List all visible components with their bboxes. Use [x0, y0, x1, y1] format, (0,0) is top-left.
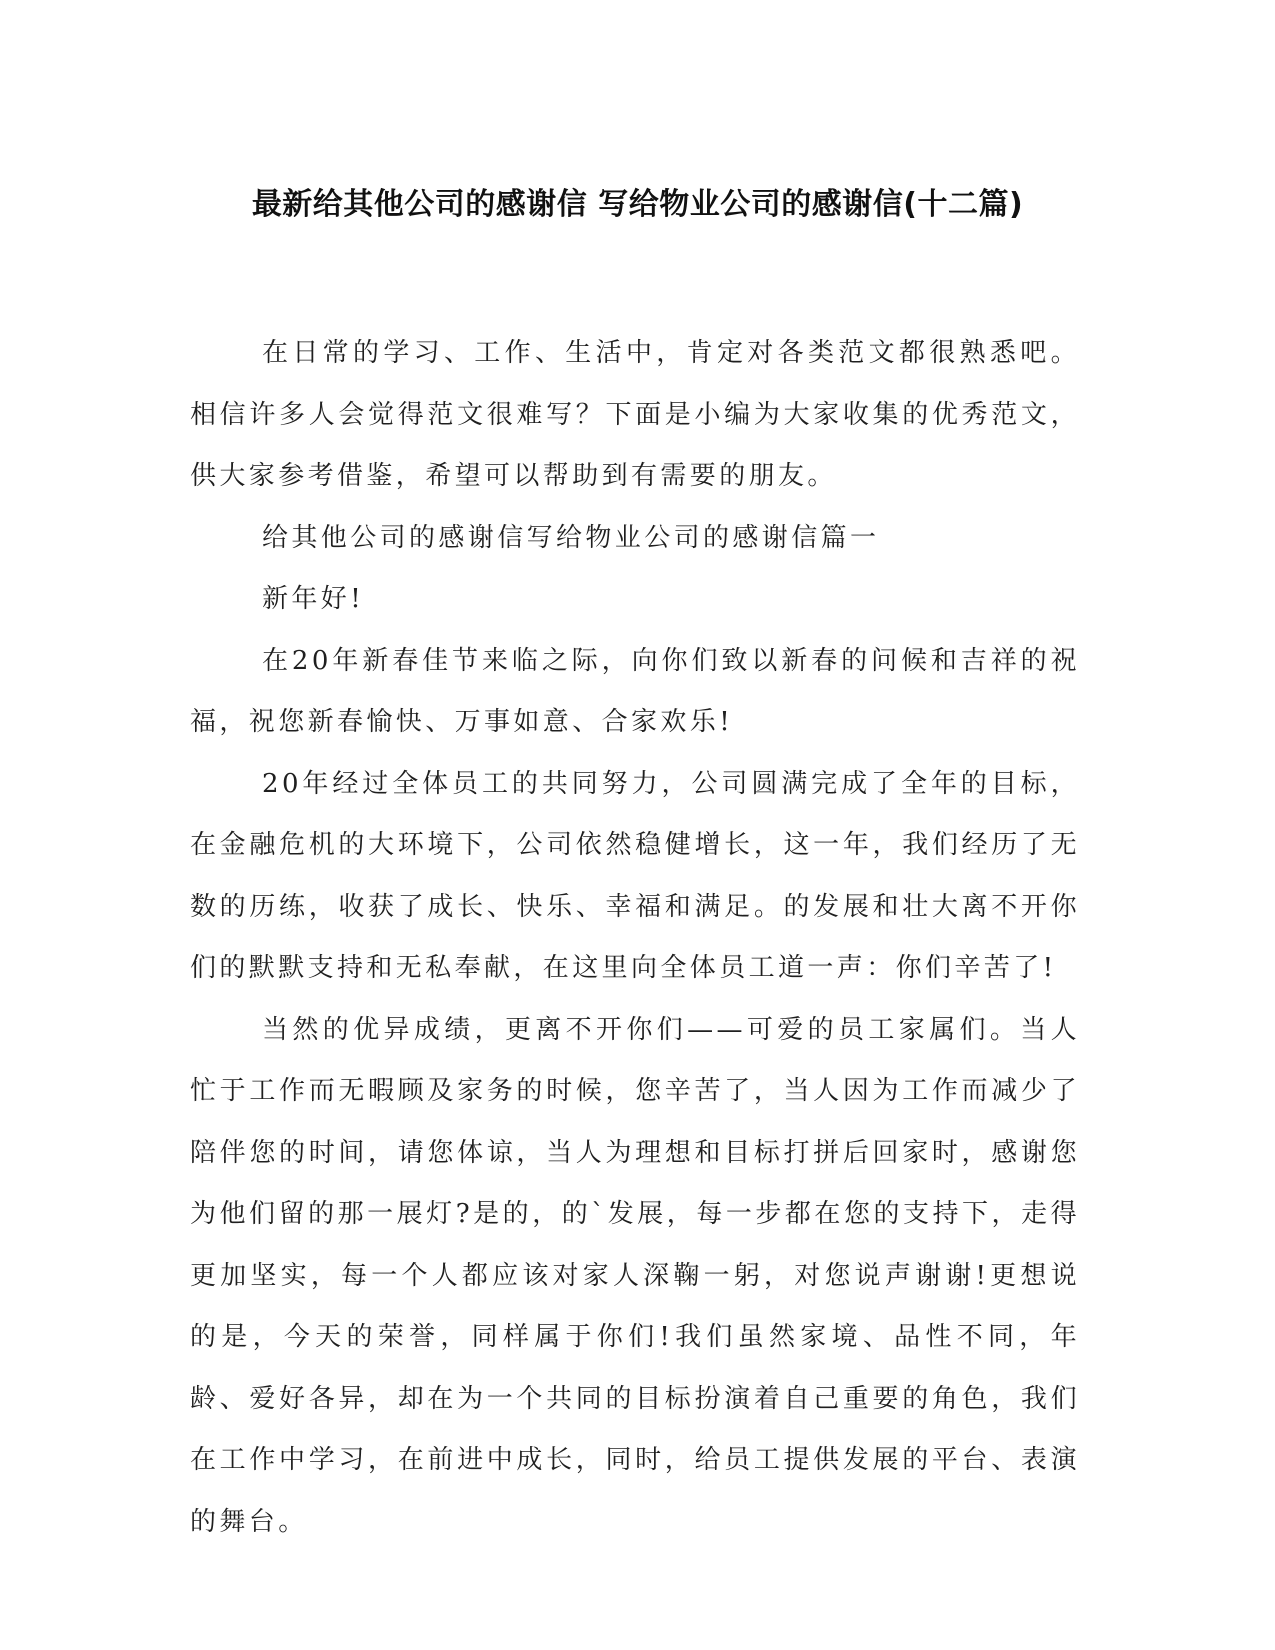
paragraph-family-thanks: 当然的优异成绩，更离不开你们——可爱的员工家属们。当人忙于工作而无暇顾及家务的时候，您辛苦了，当人因为工作而减少了陪伴您的时间，请您体谅，当人为理想和目标打拼后回家时，感谢您为他们留的那一展灯?是的，的`发展，每一步都在您的支持下，走得更加坚实，每一个人都应该对家人深鞠一躬，对您说声谢谢!更想说的是，今天的荣誉，同样属于你们!我们虽然家境、品性不同，年龄、爱好各异，却在为一个共同的目标扮演着自己重要的角色，我们在工作中学习，在前进中成长，同时，给员工提供发展的平台、表演的舞台。: [190, 1014, 1080, 1537]
paragraph-wishes: 在20年新春佳节来临之际，向你们致以新春的问候和吉祥的祝福，祝您新春愉快、万事如意、合家欢乐!: [190, 645, 1080, 737]
section-heading: 给其他公司的感谢信写给物业公司的感谢信篇一: [262, 522, 880, 553]
paragraph-company-achievements: 20年经过全体员工的共同努力，公司圆满完成了全年的目标，在金融危机的大环境下，公司依然稳健增长，这一年，我们经历了无数的历练，收获了成长、快乐、幸福和满足。的发展和壮大离不开你们的默默支持和无私奉献，在这里向全体员工道一声：你们辛苦了!: [190, 768, 1080, 983]
document-body: [190, 323, 1080, 1553]
greeting: 新年好!: [262, 584, 365, 614]
paragraph-intro: 在日常的学习、工作、生活中，肯定对各类范文都很熟悉吧。相信许多人会觉得范文很难写？下面是小编为大家收集的优秀范文，供大家参考借鉴，希望可以帮助到有需要的朋友。: [190, 338, 1080, 491]
document-title: 最新给其他公司的感谢信 写给物业公司的感谢信(十二篇): [251, 187, 1024, 222]
